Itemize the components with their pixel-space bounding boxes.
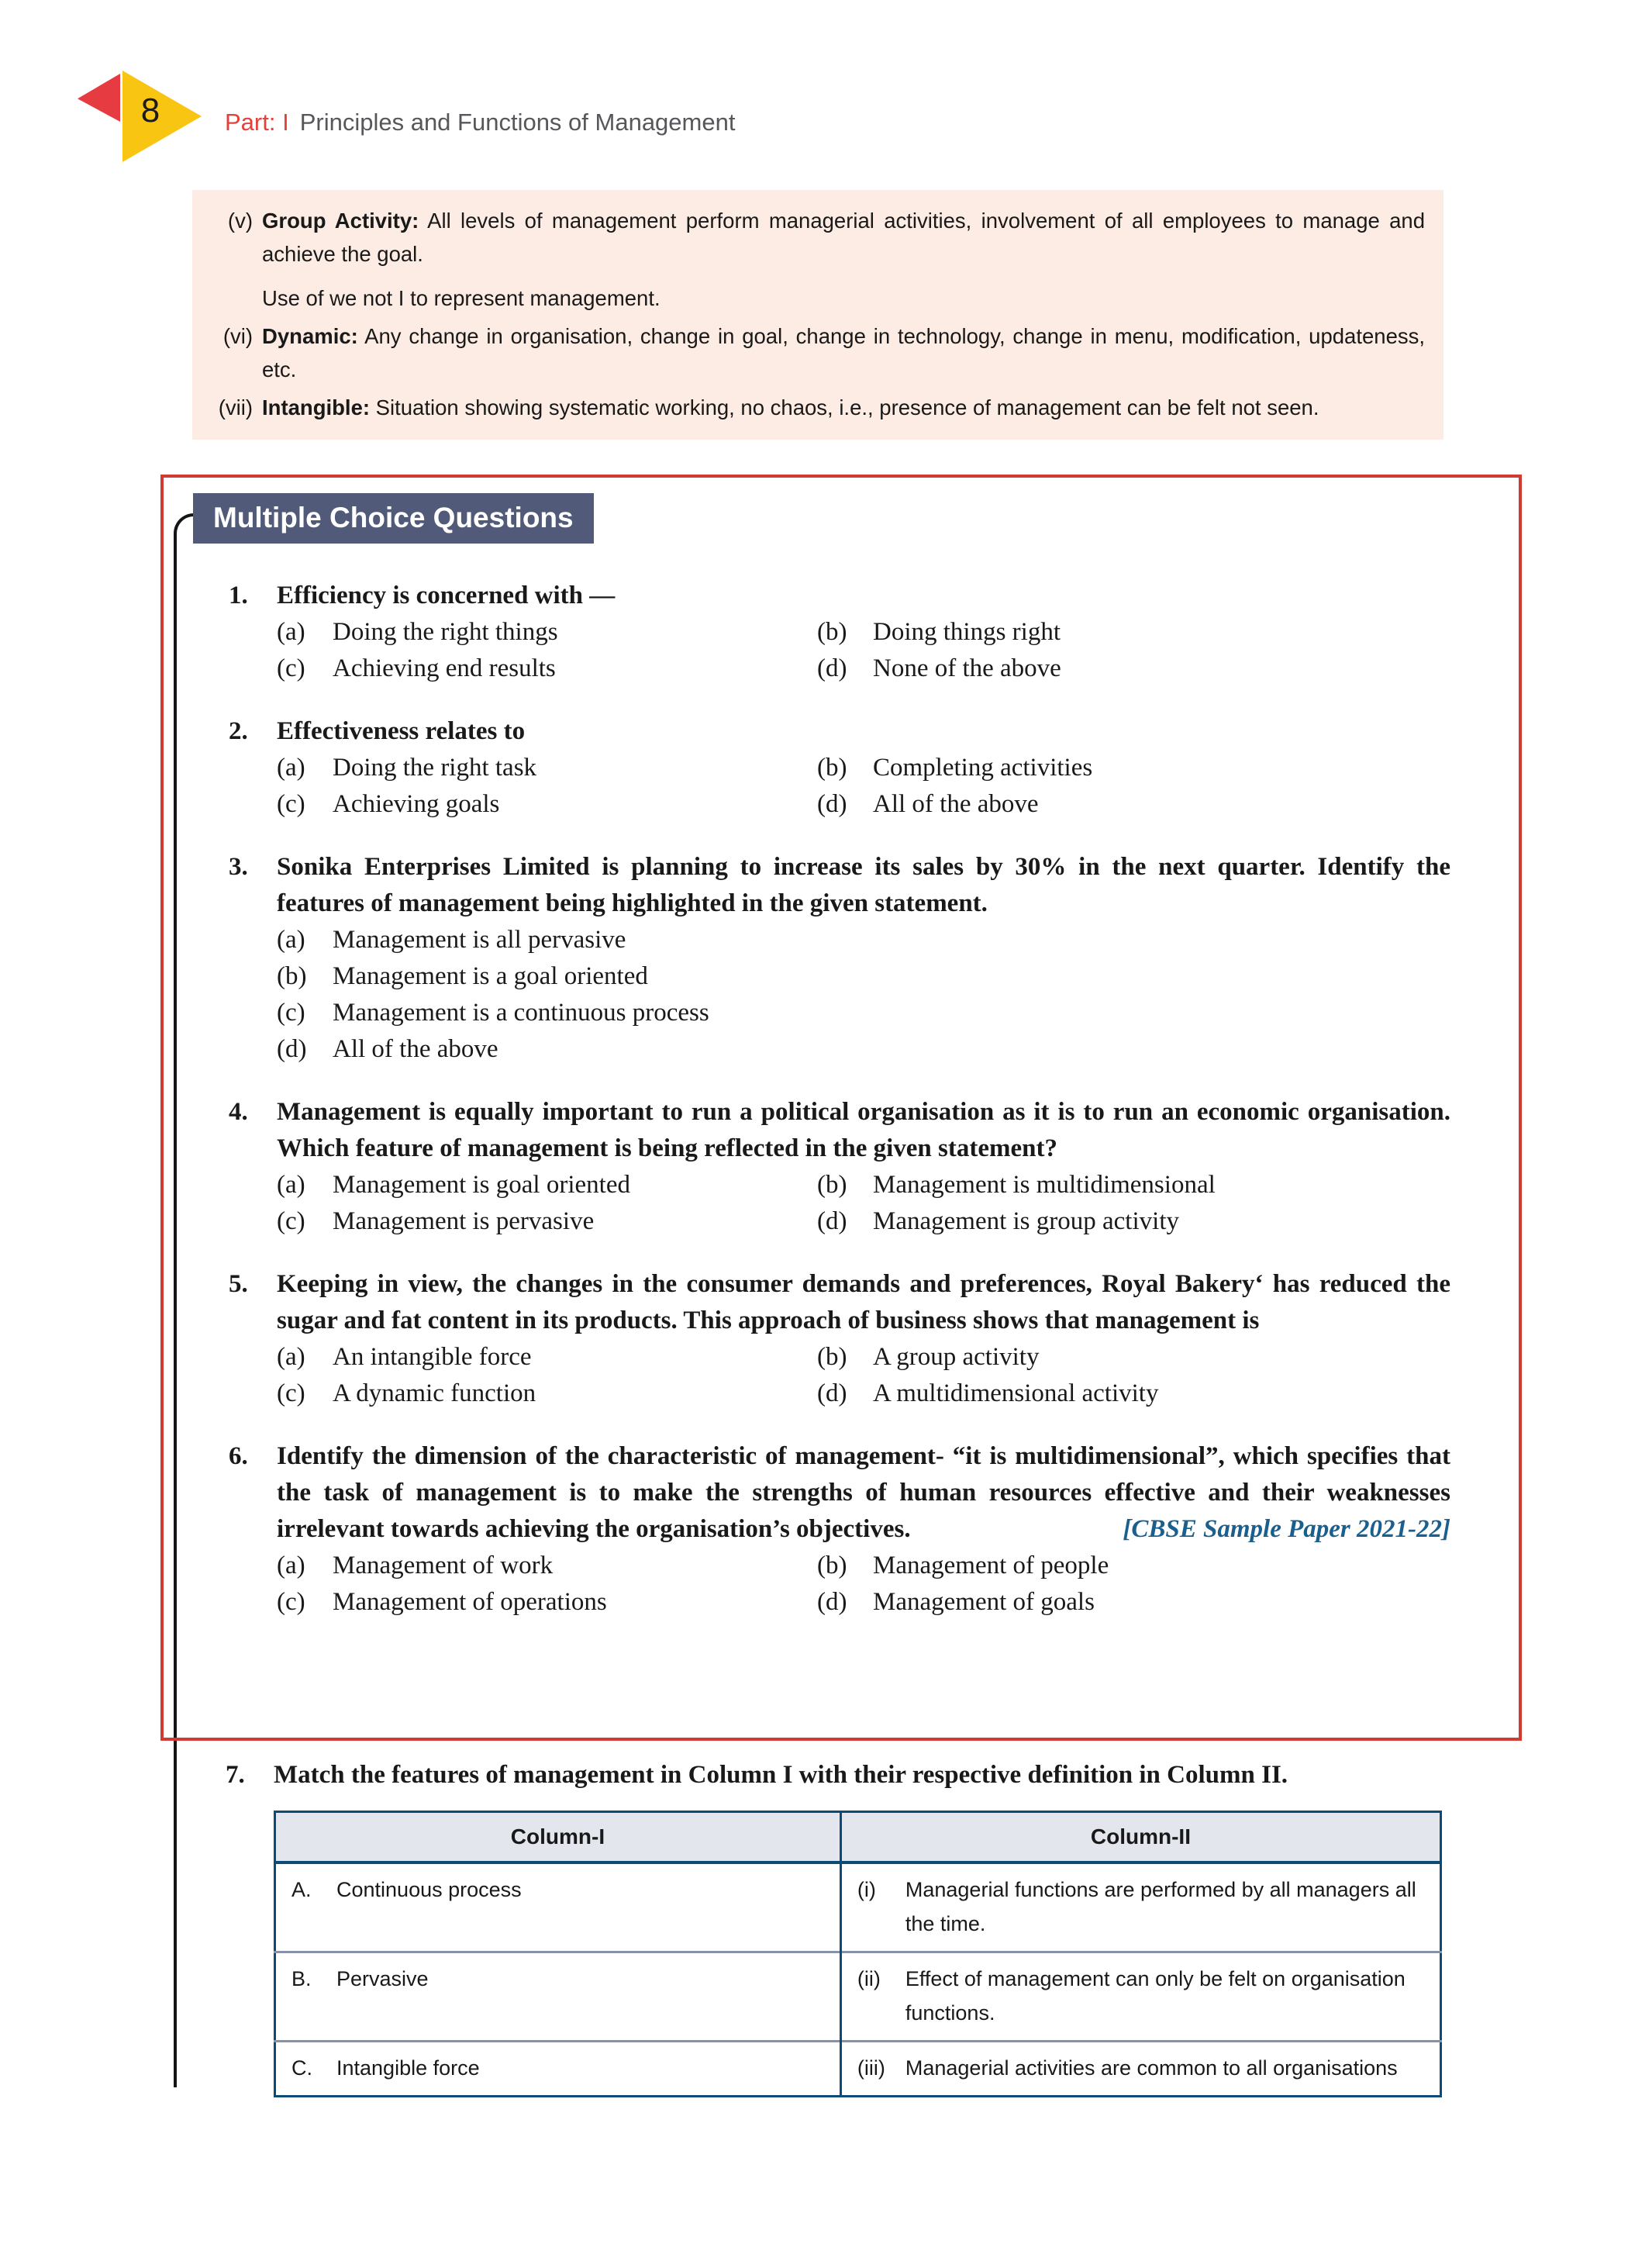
option-c: (c) Management of operations xyxy=(277,1588,607,1616)
row-key: C. xyxy=(291,2056,312,2080)
option-b: (b) A group activity xyxy=(817,1343,1040,1371)
row-key: (ii) xyxy=(857,1967,881,1990)
mcq-heading-badge xyxy=(193,493,594,544)
question-number: 5. xyxy=(229,1270,248,1298)
question-stem: Efficiency is concerned with — xyxy=(277,582,616,609)
row-key: (i) xyxy=(857,1878,876,1901)
table-row xyxy=(275,1952,1441,2042)
note-item xyxy=(192,391,1425,424)
match-table xyxy=(274,1811,1442,2097)
option-d: (d) All of the above xyxy=(277,1035,498,1063)
column-2-header: Column-II xyxy=(840,1812,1440,1863)
question-7-section xyxy=(160,1757,1522,2097)
row-key: B. xyxy=(291,1967,312,1990)
option-c: (c) Management is pervasive xyxy=(277,1207,595,1235)
page-number: 8 xyxy=(140,91,160,129)
note-text: Situation showing systematic working, no chaos, i.e., presence of management can be felt not seen. xyxy=(375,395,1319,419)
question-stem: Identify the dimension of the characteristic of management- “it is multidimensional”, which specifies that the task of management is to make the strengths of human resources effective and their weaknesses irrelevant towards achieving the organisation’s objectives. [CBSE Sample Paper 2021-22] xyxy=(277,1438,1450,1548)
question-stem: Sonika Enterprises Limited is planning to increase its sales by 30% in the next quarter. Identify the features of management being highlighted in the given statement. xyxy=(277,853,1450,917)
option-a: (a) Doing the right task xyxy=(277,754,537,782)
option-d: (d) A multidimensional activity xyxy=(817,1379,1159,1407)
row-left-text: Intangible force xyxy=(336,2056,480,2080)
row-right-text: Managerial activities are common to all organisations xyxy=(905,2056,1398,2080)
note-text: Any change in organisation, change in goal, change in technology, change in menu, modification, updateness, etc. xyxy=(262,324,1426,381)
question-7 xyxy=(160,1757,1522,1793)
question-number: 6. xyxy=(229,1442,248,1470)
mcq-section xyxy=(160,475,1522,1741)
question-3 xyxy=(164,849,1450,1068)
red-triangle-icon xyxy=(78,74,120,122)
option-a: (a) An intangible force xyxy=(277,1343,532,1371)
note-label: Dynamic: xyxy=(262,324,358,348)
note-number: (vi) xyxy=(222,324,253,348)
question-number: 7. xyxy=(226,1761,245,1789)
question-5 xyxy=(164,1266,1450,1412)
row-right-text: Effect of management can only be felt on organisation functions. xyxy=(905,1967,1406,2025)
question-number: 3. xyxy=(229,853,248,881)
page-header xyxy=(0,0,1628,178)
option-c: (c) Achieving end results xyxy=(277,654,556,682)
question-number: 4. xyxy=(229,1098,248,1126)
question-4 xyxy=(164,1094,1450,1240)
option-d: (d) Management of goals xyxy=(817,1588,1095,1616)
row-left-text: Pervasive xyxy=(336,1967,429,1990)
note-number: (v) xyxy=(227,209,253,233)
option-c: (c) Management is a continuous process xyxy=(277,999,709,1027)
option-b: (b) Doing things right xyxy=(817,618,1061,646)
option-a: (a) Management is goal oriented xyxy=(277,1171,630,1199)
question-2 xyxy=(164,713,1450,823)
option-c: (c) A dynamic function xyxy=(277,1379,536,1407)
citation-cbse: [CBSE Sample Paper 2021-22] xyxy=(1123,1515,1450,1543)
note-text: All levels of management perform managerial activities, involvement of all employees to manage and achieve the goal. xyxy=(262,209,1426,266)
option-d: (d) None of the above xyxy=(817,654,1061,682)
option-b: (b) Management of people xyxy=(817,1552,1109,1579)
option-d: (d) All of the above xyxy=(817,790,1039,818)
question-number: 1. xyxy=(229,582,248,609)
summary-notes-box xyxy=(192,190,1443,440)
note-label: Intangible: xyxy=(262,395,371,419)
part-label: Part: I xyxy=(225,109,289,136)
row-key: A. xyxy=(291,1878,312,1901)
question-list xyxy=(164,578,1450,1621)
option-c: (c) Achieving goals xyxy=(277,790,500,818)
running-head xyxy=(225,109,735,136)
note-label: Group Activity: xyxy=(262,209,419,233)
question-number: 2. xyxy=(229,717,248,745)
question-stem: Keeping in view, the changes in the consumer demands and preferences, Royal Bakery‘ has reduced the sugar and fat content in its products. This approach of business shows that management is xyxy=(277,1270,1450,1334)
question-stem: Management is equally important to run a political organisation as it is to run an economic organisation. Which feature of management is being reflected in the given statement? xyxy=(277,1098,1450,1162)
column-1-header: Column-I xyxy=(275,1812,841,1863)
option-a: (a) Doing the right things xyxy=(277,618,558,646)
row-left-text: Continuous process xyxy=(336,1878,522,1901)
option-b: (b) Management is a goal oriented xyxy=(277,962,648,990)
note-number: (vii) xyxy=(218,395,253,419)
note-extra: Use of we not I to represent management. xyxy=(262,286,661,310)
question-1 xyxy=(164,578,1450,687)
mcq-heading: Multiple Choice Questions xyxy=(213,502,574,533)
option-a: (a) Management of work xyxy=(277,1552,554,1579)
question-stem: Effectiveness relates to xyxy=(277,717,526,745)
table-row xyxy=(275,1862,1441,1952)
note-item xyxy=(192,319,1425,386)
row-right-text: Managerial functions are performed by all managers all the time. xyxy=(905,1878,1416,1935)
table-row xyxy=(275,2042,1441,2097)
option-a: (a) Management is all pervasive xyxy=(277,926,626,954)
row-key: (iii) xyxy=(857,2056,885,2080)
option-b: (b) Management is multidimensional xyxy=(817,1171,1216,1199)
note-item xyxy=(192,204,1425,315)
question-stem: Match the features of management in Column I with their respective definition in Column II. xyxy=(274,1761,1288,1789)
part-title: Principles and Functions of Management xyxy=(299,109,736,136)
question-6 xyxy=(164,1438,1450,1621)
option-d: (d) Management is group activity xyxy=(817,1207,1179,1235)
table-header-row xyxy=(275,1812,1441,1863)
option-b: (b) Completing activities xyxy=(817,754,1093,782)
